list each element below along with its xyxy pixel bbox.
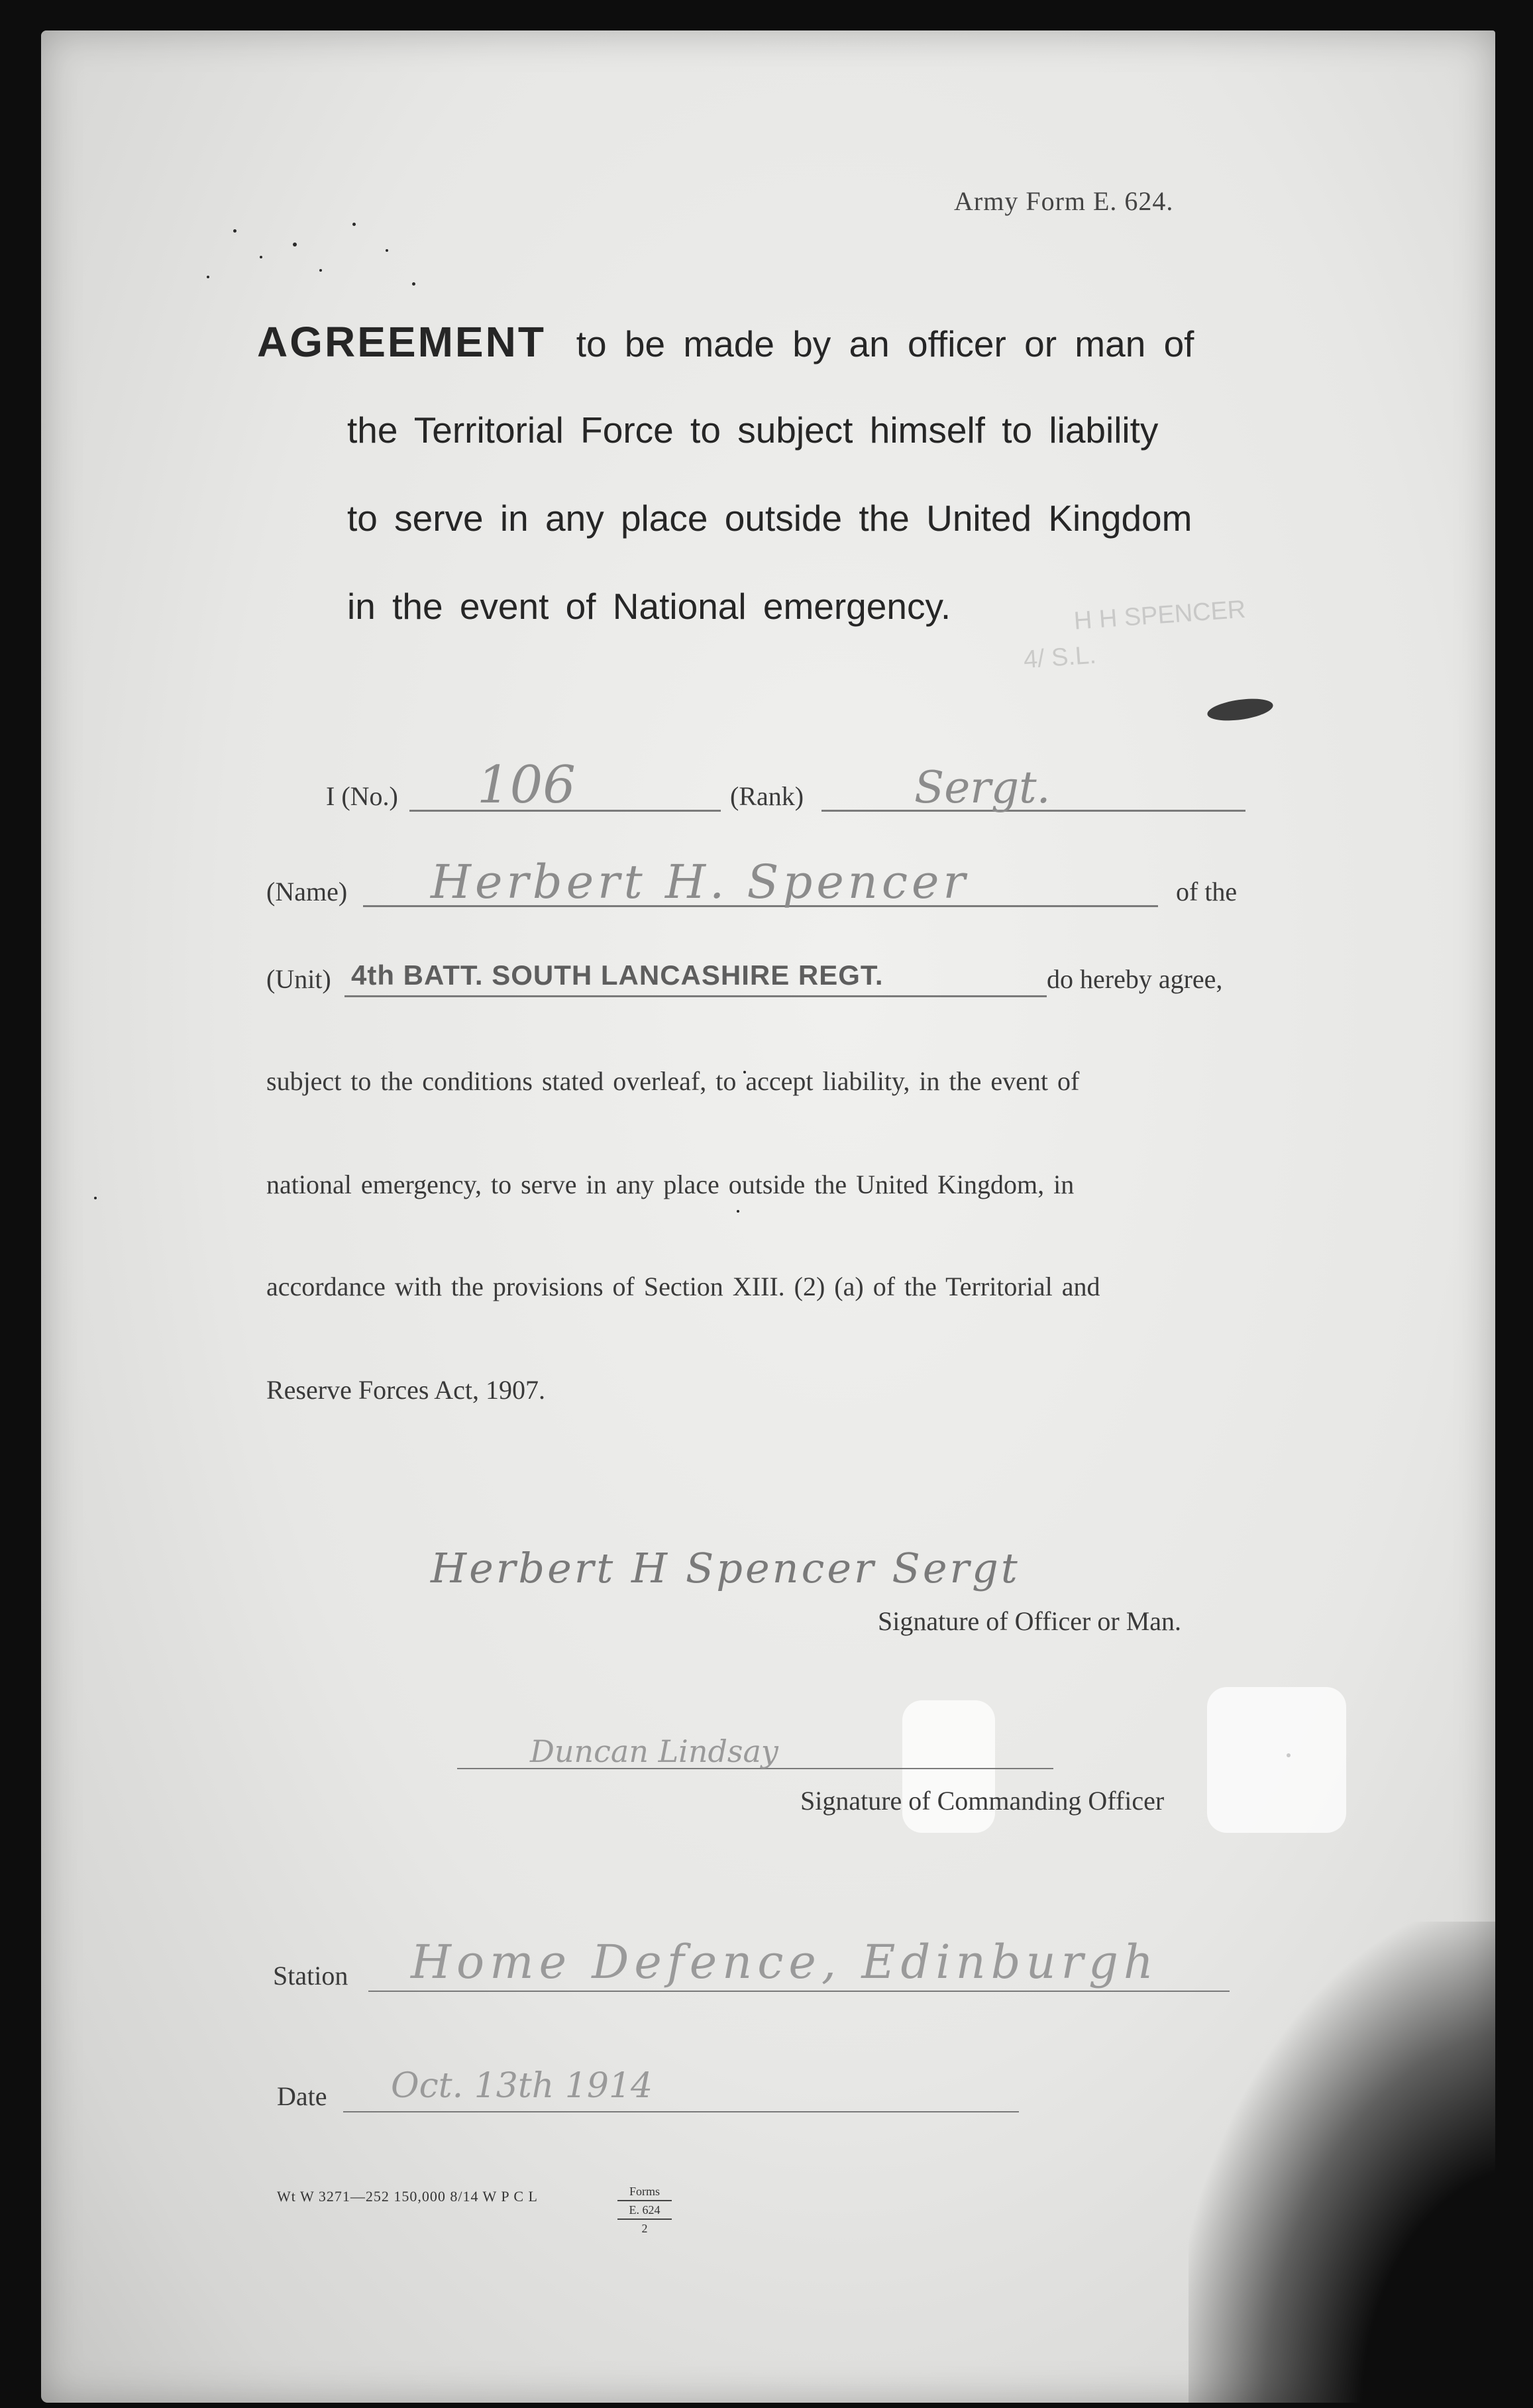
date-label: Date: [277, 2081, 327, 2111]
ink-speck: [233, 229, 237, 233]
man-signature: Herbert H Spencer Sergt: [431, 1544, 1020, 1592]
forms-label: Forms: [629, 2185, 660, 2198]
forms-sub: 2: [641, 2222, 648, 2235]
body-line-2: national emergency, to serve in any place outside the United Kingdom, in: [266, 1170, 1075, 1199]
name-value: Herbert H. Spencer: [431, 855, 969, 909]
ink-speck: [737, 1210, 739, 1213]
ink-speck: [352, 223, 356, 226]
date-value: Oct. 13th 1914: [391, 2066, 653, 2106]
faint-stamp-line-2: 4/ S.L.: [1022, 641, 1098, 675]
co-signature-caption: Signature of Commanding Officer: [800, 1786, 1165, 1816]
number-value: 106: [477, 755, 576, 815]
printer-imprint: Wt W 3271—252 150,000 8/14 W P C L: [277, 2188, 538, 2205]
faint-offset-stamp: [994, 580, 1484, 1009]
faint-stamp-line-1: H H SPENCER: [1073, 595, 1247, 635]
ink-speck: [260, 256, 262, 258]
body-line-3: accordance with the provisions of Section XIII. (2) (a) of the Territorial and: [266, 1272, 1100, 1301]
man-signature-caption: Signature of Officer or Man.: [878, 1606, 1182, 1636]
ink-speck: [207, 276, 209, 278]
unit-label: (Unit): [266, 964, 331, 994]
station-value: Home Defence, Edinburgh: [411, 1935, 1159, 1989]
heading-title-word: AGREEMENT: [257, 318, 546, 366]
heading-line-3: to serve in any place outside the United Kingdom: [347, 498, 1192, 539]
station-label: Station: [273, 1961, 348, 1991]
ink-speck: [94, 1197, 97, 1199]
form-number: Army Form E. 624.: [954, 186, 1174, 216]
ink-speck: [319, 269, 322, 272]
ink-speck: [386, 249, 388, 252]
forms-rule: [617, 2218, 672, 2220]
unit-line: [344, 995, 1047, 997]
forms-rule: [617, 2200, 672, 2201]
unit-stamp: 4th BATT. SOUTH LANCASHIRE REGT.: [351, 959, 884, 991]
date-line: [343, 2111, 1019, 2112]
forms-number: E. 624: [629, 2203, 661, 2216]
torn-corner-shadow: [1189, 1922, 1533, 2408]
body-line-4: Reserve Forces Act, 1907.: [266, 1375, 546, 1405]
co-signature: Duncan Lindsay: [530, 1733, 778, 1769]
of-the-text: of the: [1176, 877, 1238, 906]
station-line: [368, 1991, 1230, 1992]
rank-label: (Rank): [730, 781, 804, 811]
heading-line-1-rest: to be made by an officer or man of: [576, 323, 1194, 364]
paper-wear-patch: [1207, 1687, 1346, 1833]
name-label: (Name): [266, 877, 348, 906]
ink-speck: [412, 282, 415, 286]
number-label: I (No.): [326, 781, 398, 811]
heading-line-1: [257, 298, 1194, 388]
body-line-1: subject to the conditions stated overleaf, to accept liability, in the event of: [266, 1066, 1080, 1096]
ink-speck: [293, 243, 297, 246]
forms-reference: [608, 2184, 681, 2236]
agree-text: do hereby agree,: [1047, 964, 1223, 994]
rank-value: Sergt.: [914, 762, 1051, 813]
heading-line-4: in the event of National emergency.: [347, 586, 951, 627]
heading-line-2: the Territorial Force to subject himself to liability: [347, 410, 1159, 451]
